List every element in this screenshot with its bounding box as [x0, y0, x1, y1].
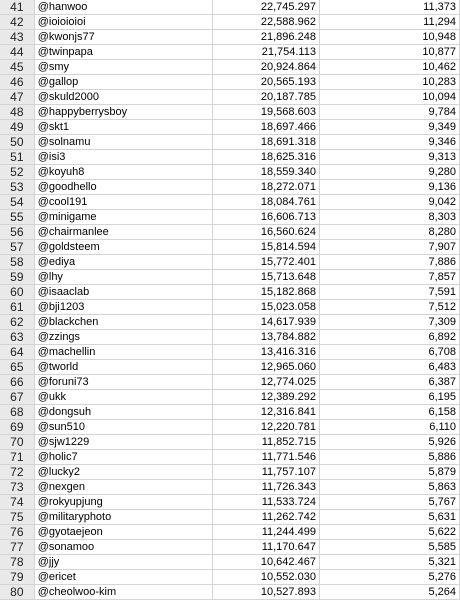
table-row — [0, 510, 460, 525]
row-header[interactable]: 42 — [0, 15, 34, 30]
table-row — [0, 165, 460, 180]
cell-value-a[interactable]: 15,814.594 — [212, 240, 319, 255]
cell-username[interactable]: @dongsuh — [34, 405, 212, 420]
cell-value-b[interactable]: 10,283 — [319, 75, 459, 90]
cell-value-a[interactable]: 11,262.742 — [212, 510, 319, 525]
table-row — [0, 450, 460, 465]
cell-value-b[interactable]: 11,294 — [319, 15, 459, 30]
row-header[interactable]: 63 — [0, 330, 34, 345]
cell-value-b[interactable]: 5,631 — [319, 510, 459, 525]
cell-value-a[interactable]: 16,606.713 — [212, 210, 319, 225]
row-header[interactable]: 72 — [0, 465, 34, 480]
cell-username[interactable]: @gyotaejeon — [34, 525, 212, 540]
cell-value-a[interactable]: 11,533.724 — [212, 495, 319, 510]
cell-username[interactable]: @skt1 — [34, 120, 212, 135]
cell-username[interactable]: @machellin — [34, 345, 212, 360]
cell-value-b[interactable]: 10,462 — [319, 60, 459, 75]
table-row — [0, 300, 460, 315]
cell-value-b[interactable]: 5,886 — [319, 450, 459, 465]
cell-value-a[interactable]: 16,560.624 — [212, 225, 319, 240]
row-header[interactable]: 61 — [0, 300, 34, 315]
row-header[interactable]: 77 — [0, 540, 34, 555]
cell-value-b[interactable]: 5,585 — [319, 540, 459, 555]
row-header[interactable]: 62 — [0, 315, 34, 330]
cell-value-a[interactable]: 11,170.647 — [212, 540, 319, 555]
cell-value-a[interactable]: 11,726.343 — [212, 480, 319, 495]
cell-username[interactable]: @gallop — [34, 75, 212, 90]
row-header[interactable]: 73 — [0, 480, 34, 495]
cell-value-b[interactable]: 6,708 — [319, 345, 459, 360]
table-row — [0, 570, 460, 585]
cell-username[interactable]: @sonamoo — [34, 540, 212, 555]
table-row — [0, 270, 460, 285]
cell-value-b[interactable]: 6,483 — [319, 360, 459, 375]
row-header[interactable]: 48 — [0, 105, 34, 120]
table-row — [0, 285, 460, 300]
cell-value-b[interactable]: 9,349 — [319, 120, 459, 135]
table-row — [0, 375, 460, 390]
row-header[interactable]: 49 — [0, 120, 34, 135]
cell-username[interactable]: @skuld2000 — [34, 90, 212, 105]
cell-value-a[interactable]: 15,713.648 — [212, 270, 319, 285]
cell-value-b[interactable]: 9,313 — [319, 150, 459, 165]
table-row — [0, 480, 460, 495]
cell-value-a[interactable]: 22,745.297 — [212, 0, 319, 15]
table-row — [0, 75, 460, 90]
cell-username[interactable]: @chairmanlee — [34, 225, 212, 240]
row-header[interactable]: 41 — [0, 0, 34, 15]
table-row — [0, 195, 460, 210]
row-header[interactable]: 44 — [0, 45, 34, 60]
cell-username[interactable]: @smy — [34, 60, 212, 75]
cell-value-b[interactable]: 5,879 — [319, 465, 459, 480]
cell-value-a[interactable]: 18,084.761 — [212, 195, 319, 210]
row-header[interactable]: 78 — [0, 555, 34, 570]
table-row — [0, 60, 460, 75]
table-row — [0, 180, 460, 195]
cell-value-a[interactable]: 15,772.401 — [212, 255, 319, 270]
row-header[interactable]: 75 — [0, 510, 34, 525]
table-row — [0, 225, 460, 240]
table-row — [0, 120, 460, 135]
cell-value-a[interactable]: 10,642.467 — [212, 555, 319, 570]
cell-value-b[interactable]: 7,512 — [319, 300, 459, 315]
cell-value-a[interactable]: 15,023.058 — [212, 300, 319, 315]
row-header[interactable]: 69 — [0, 420, 34, 435]
row-header[interactable]: 45 — [0, 60, 34, 75]
cell-value-b[interactable]: 7,309 — [319, 315, 459, 330]
row-header[interactable]: 66 — [0, 375, 34, 390]
cell-username[interactable]: @twinpapa — [34, 45, 212, 60]
table-row — [0, 465, 460, 480]
row-header[interactable]: 80 — [0, 585, 34, 600]
cell-value-a[interactable]: 12,316.841 — [212, 405, 319, 420]
table-row — [0, 45, 460, 60]
cell-username[interactable]: @solnamu — [34, 135, 212, 150]
cell-username[interactable]: @minigame — [34, 210, 212, 225]
cell-value-b[interactable]: 7,886 — [319, 255, 459, 270]
cell-value-a[interactable]: 18,691.318 — [212, 135, 319, 150]
table-row — [0, 405, 460, 420]
cell-username[interactable]: @jjy — [34, 555, 212, 570]
row-header[interactable]: 47 — [0, 90, 34, 105]
row-header[interactable]: 53 — [0, 180, 34, 195]
row-header[interactable]: 59 — [0, 270, 34, 285]
cell-value-b[interactable]: 5,622 — [319, 525, 459, 540]
cell-username[interactable]: @cool191 — [34, 195, 212, 210]
cell-value-b[interactable]: 11,373 — [319, 0, 459, 15]
row-header[interactable]: 57 — [0, 240, 34, 255]
cell-username[interactable]: @isi3 — [34, 150, 212, 165]
table-row — [0, 360, 460, 375]
cell-value-b[interactable]: 9,136 — [319, 180, 459, 195]
cell-value-b[interactable]: 7,857 — [319, 270, 459, 285]
table-row — [0, 420, 460, 435]
table-row — [0, 390, 460, 405]
cell-username[interactable]: @lhy — [34, 270, 212, 285]
cell-value-b[interactable]: 10,094 — [319, 90, 459, 105]
cell-username[interactable]: @tworld — [34, 360, 212, 375]
cell-value-a[interactable]: 20,187.785 — [212, 90, 319, 105]
row-header[interactable]: 46 — [0, 75, 34, 90]
row-header[interactable]: 74 — [0, 495, 34, 510]
row-header[interactable]: 51 — [0, 150, 34, 165]
cell-value-a[interactable]: 18,625.316 — [212, 150, 319, 165]
cell-value-a[interactable]: 11,771.546 — [212, 450, 319, 465]
cell-username[interactable]: @ukk — [34, 390, 212, 405]
table-row — [0, 525, 460, 540]
cell-value-a[interactable]: 12,965.060 — [212, 360, 319, 375]
cell-value-b[interactable]: 5,926 — [319, 435, 459, 450]
cell-username[interactable]: @goodhello — [34, 180, 212, 195]
cell-value-b[interactable]: 9,784 — [319, 105, 459, 120]
cell-value-a[interactable]: 10,527.893 — [212, 585, 319, 600]
cell-value-b[interactable]: 6,195 — [319, 390, 459, 405]
cell-value-b[interactable]: 10,877 — [319, 45, 459, 60]
cell-value-a[interactable]: 12,220.781 — [212, 420, 319, 435]
cell-username[interactable]: @rokyupjung — [34, 495, 212, 510]
cell-value-b[interactable]: 5,863 — [319, 480, 459, 495]
row-header[interactable]: 76 — [0, 525, 34, 540]
row-header[interactable]: 52 — [0, 165, 34, 180]
row-header[interactable]: 79 — [0, 570, 34, 585]
cell-username[interactable]: @sun510 — [34, 420, 212, 435]
cell-value-b[interactable]: 10,948 — [319, 30, 459, 45]
cell-value-a[interactable]: 19,568.603 — [212, 105, 319, 120]
cell-value-b[interactable]: 6,387 — [319, 375, 459, 390]
cell-value-b[interactable]: 6,892 — [319, 330, 459, 345]
cell-value-b[interactable]: 8,303 — [319, 210, 459, 225]
cell-username[interactable]: @happyberrysboy — [34, 105, 212, 120]
table-row — [0, 135, 460, 150]
cell-value-b[interactable]: 6,110 — [319, 420, 459, 435]
table-row — [0, 240, 460, 255]
table-row — [0, 210, 460, 225]
cell-value-a[interactable]: 15,182.868 — [212, 285, 319, 300]
cell-username[interactable]: @militaryphoto — [34, 510, 212, 525]
cell-value-b[interactable]: 6,158 — [319, 405, 459, 420]
cell-value-b[interactable]: 5,321 — [319, 555, 459, 570]
table-row — [0, 345, 460, 360]
row-header[interactable]: 71 — [0, 450, 34, 465]
cell-username[interactable]: @blackchen — [34, 315, 212, 330]
row-header[interactable]: 56 — [0, 225, 34, 240]
table-row — [0, 255, 460, 270]
row-header[interactable]: 65 — [0, 360, 34, 375]
cell-value-b[interactable]: 5,264 — [319, 585, 459, 600]
cell-value-a[interactable]: 18,559.340 — [212, 165, 319, 180]
cell-value-a[interactable]: 18,272.071 — [212, 180, 319, 195]
row-header[interactable]: 68 — [0, 405, 34, 420]
cell-value-a[interactable]: 21,896.248 — [212, 30, 319, 45]
row-header[interactable]: 60 — [0, 285, 34, 300]
cell-username[interactable]: @lucky2 — [34, 465, 212, 480]
cell-username[interactable]: @holic7 — [34, 450, 212, 465]
cell-value-a[interactable]: 11,244.499 — [212, 525, 319, 540]
cell-username[interactable]: @foruni73 — [34, 375, 212, 390]
row-header[interactable]: 50 — [0, 135, 34, 150]
cell-username[interactable]: @ericet — [34, 570, 212, 585]
table-row — [0, 540, 460, 555]
cell-value-a[interactable]: 12,389.292 — [212, 390, 319, 405]
cell-username[interactable]: @sjw1229 — [34, 435, 212, 450]
cell-value-a[interactable]: 20,565.193 — [212, 75, 319, 90]
table-row — [0, 315, 460, 330]
row-header[interactable]: 67 — [0, 390, 34, 405]
table-row — [0, 435, 460, 450]
cell-username[interactable]: @goldsteem — [34, 240, 212, 255]
cell-value-b[interactable]: 9,042 — [319, 195, 459, 210]
table-row — [0, 150, 460, 165]
cell-value-a[interactable]: 13,784.882 — [212, 330, 319, 345]
table-row — [0, 495, 460, 510]
row-header[interactable]: 54 — [0, 195, 34, 210]
cell-value-a[interactable]: 10,552.030 — [212, 570, 319, 585]
cell-username[interactable]: @ioioioioi — [34, 15, 212, 30]
cell-username[interactable]: @bji1203 — [34, 300, 212, 315]
cell-value-b[interactable]: 5,276 — [319, 570, 459, 585]
row-header[interactable]: 43 — [0, 30, 34, 45]
cell-value-b[interactable]: 8,280 — [319, 225, 459, 240]
row-header[interactable]: 64 — [0, 345, 34, 360]
cell-value-a[interactable]: 22,588.962 — [212, 15, 319, 30]
cell-value-a[interactable]: 11,852.715 — [212, 435, 319, 450]
cell-value-a[interactable]: 14,617.939 — [212, 315, 319, 330]
row-header[interactable]: 55 — [0, 210, 34, 225]
cell-value-a[interactable]: 12,774.025 — [212, 375, 319, 390]
cell-username[interactable]: @zzings — [34, 330, 212, 345]
table-row — [0, 105, 460, 120]
cell-username[interactable]: @isaaclab — [34, 285, 212, 300]
cell-username[interactable]: @cheolwoo-kim — [34, 585, 212, 600]
cell-username[interactable]: @hanwoo — [34, 0, 212, 15]
table-row — [0, 330, 460, 345]
cell-value-a[interactable]: 20,924.864 — [212, 60, 319, 75]
cell-value-b[interactable]: 9,346 — [319, 135, 459, 150]
cell-value-b[interactable]: 7,591 — [319, 285, 459, 300]
cell-value-a[interactable]: 18,697.466 — [212, 120, 319, 135]
row-header[interactable]: 58 — [0, 255, 34, 270]
table-row — [0, 555, 460, 570]
cell-value-a[interactable]: 13,416.316 — [212, 345, 319, 360]
cell-value-b[interactable]: 9,280 — [319, 165, 459, 180]
table-row — [0, 30, 460, 45]
table-row — [0, 15, 460, 30]
table-row — [0, 0, 460, 15]
cell-value-b[interactable]: 7,907 — [319, 240, 459, 255]
cell-value-b[interactable]: 5,767 — [319, 495, 459, 510]
cell-value-a[interactable]: 21,754.113 — [212, 45, 319, 60]
cell-username[interactable]: @kwonjs77 — [34, 30, 212, 45]
cell-username[interactable]: @nexgen — [34, 480, 212, 495]
table-row — [0, 585, 460, 600]
cell-value-a[interactable]: 11,757.107 — [212, 465, 319, 480]
cell-username[interactable]: @ediya — [34, 255, 212, 270]
table-row — [0, 90, 460, 105]
cell-username[interactable]: @koyuh8 — [34, 165, 212, 180]
row-header[interactable]: 70 — [0, 435, 34, 450]
